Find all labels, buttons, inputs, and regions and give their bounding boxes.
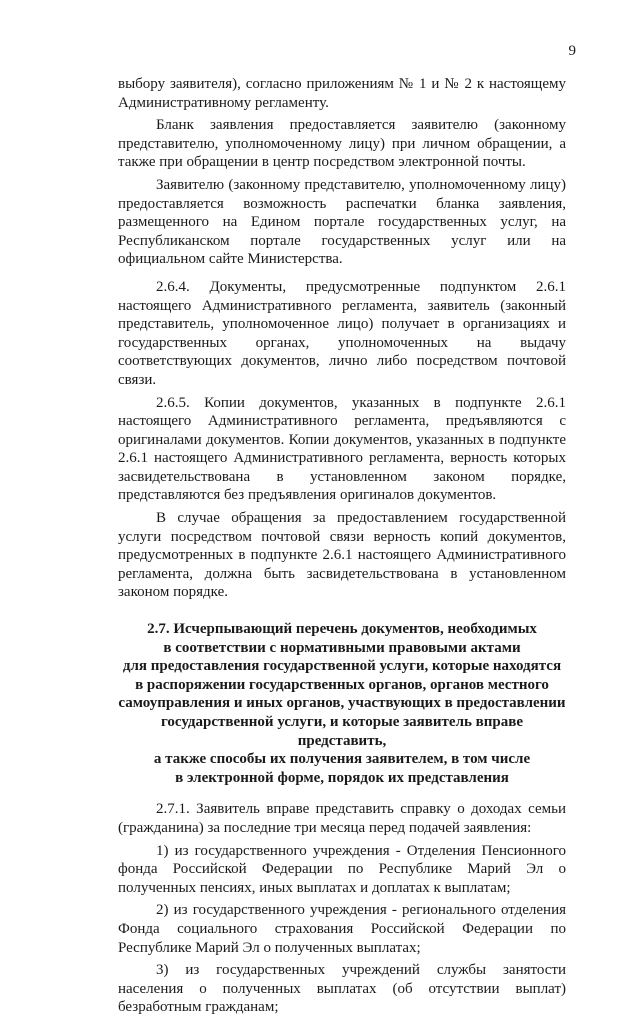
heading-line: самоуправления и иных органов, участвующих в предоставлении <box>118 695 566 712</box>
heading-line: а также способы их получения заявителем, в том числе <box>153 751 531 768</box>
paragraph-print-possibility: Заявителю (законному представителю, уполномоченному лицу) предоставляется возможность распечатки бланка заявления, размещенного на Едином портале государственных услуг, на Республиканском портале государственных услуг или на официальном сайте Министерства. <box>118 176 566 268</box>
list-item-2: 2) из государственного учреждения - регионального отделения Фонда социального страхования Российской Федерации по Республике Марий Эл о полученных выплатах; <box>118 902 566 956</box>
heading-line: государственной услуги, и которые заявитель вправе представить, <box>160 714 524 749</box>
paragraph-2-7-1: 2.7.1. Заявитель вправе представить справку о доходах семьи (гражданина) за последние три месяца перед подачей заявления: <box>118 801 566 836</box>
section-heading-2-7 <box>118 620 566 787</box>
list-item-3: 3) из государственных учреждений службы занятости населения о полученных выплатах (об отсутствии выплат) безработным гражданам; <box>118 962 566 1016</box>
heading-line: в электронной форме, порядок их представления <box>175 769 509 786</box>
heading-line: в распоряжении государственных органов, органов местного <box>135 676 549 693</box>
heading-line: для предоставления государственной услуги, которые находятся <box>122 658 562 675</box>
paragraph-postal-copies: В случае обращения за предоставлением государственной услуги посредством почтовой связи верность копий документов, предусмотренных в подпункте 2.6.1 настоящего Административного регламента, должна быть засвидетельствована в установленном законом порядке. <box>118 510 566 601</box>
page-number: 9 <box>568 43 576 59</box>
paragraph-2-6-5: 2.6.5. Копии документов, указанных в подпункте 2.6.1 настоящего Административного регламента, предъявляются с оригиналами документов. Копии документов, указанных в подпункте 2.6.1 настоящего Административного регламента, верность которых засвидетельствована в установленном законом порядке, представляются без предъявления оригиналов документов. <box>118 394 566 504</box>
heading-line: в соответствии с нормативными правовыми актами <box>163 639 521 656</box>
paragraph-continuation: выбору заявителя), согласно приложениям № 1 и № 2 к настоящему Административному регламенту. <box>118 76 566 111</box>
document-body <box>118 75 566 1017</box>
paragraph-blank-form: Бланк заявления предоставляется заявителю (законному представителю, уполномоченному лицу) при личном обращении, а также при обращении в центр посредством электронной почты. <box>118 117 566 171</box>
paragraph-2-6-4: 2.6.4. Документы, предусмотренные подпунктом 2.6.1 настоящего Административного регламента, заявитель (законный представитель, уполномоченное лицо) получает в организациях и государственных органах, уполномоченных на выдачу соответствующих документов, лично либо посредством почтовой связи. <box>118 278 566 388</box>
list-item-1: 1) из государственного учреждения - Отделения Пенсионного фонда Российской Федерации по Республике Марий Эл о полученных пенсиях, иных выплатах и доплатах к выплатам; <box>118 842 566 896</box>
heading-line: 2.7. Исчерпывающий перечень документов, необходимых <box>147 621 537 638</box>
